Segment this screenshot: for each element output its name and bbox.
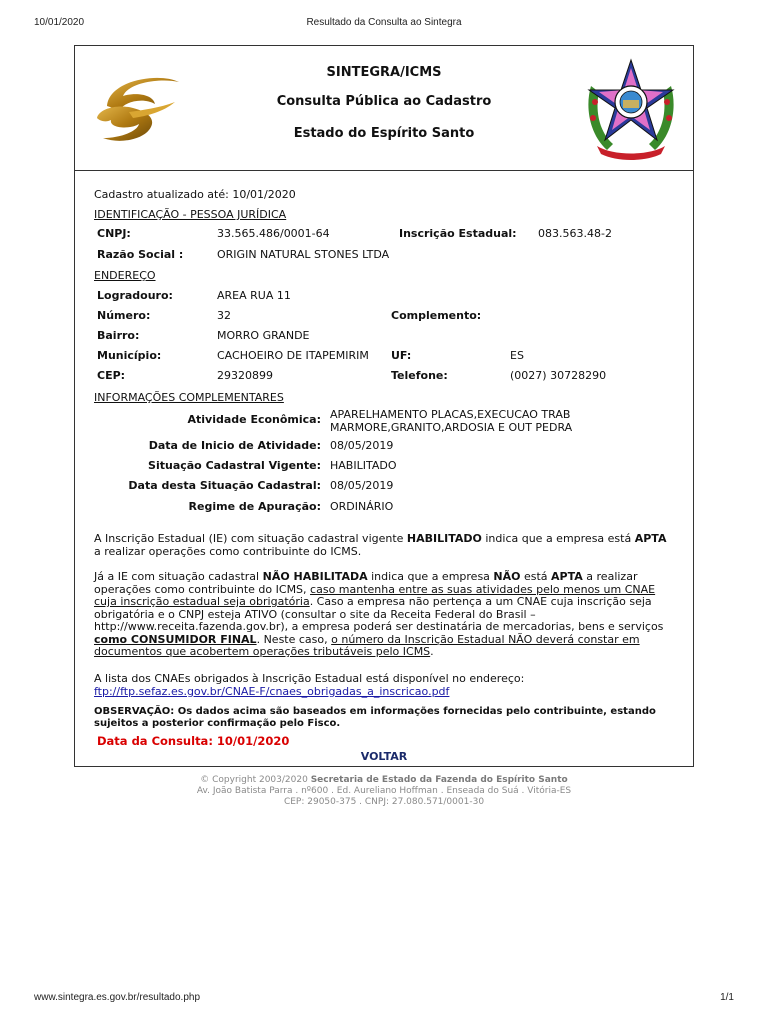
- regime-label: Regime de Apuração:: [188, 500, 321, 513]
- data-situacao-label: Data desta Situação Cadastral:: [128, 479, 321, 492]
- cep-label: CEP:: [97, 369, 126, 382]
- print-date: 10/01/2020: [34, 17, 85, 28]
- inicio-label: Data de Inicio de Atividade:: [148, 439, 321, 452]
- observacao: OBSERVAÇÃO: Os dados acima são baseados em informações fornecidas pelo contribuinte, estando sujeitos a posterior confirmação pelo Fisco.: [94, 706, 656, 729]
- situacao-value: HABILITADO: [330, 459, 397, 472]
- municipio-value: CACHOEIRO DE ITAPEMIRIM: [217, 349, 369, 362]
- logradouro-label: Logradouro:: [97, 289, 173, 302]
- header-divider: [75, 170, 693, 171]
- copyright-line3: CEP: 29050-375 . CNPJ: 27.080.571/0001-30: [283, 797, 485, 807]
- main-frame: [74, 45, 694, 767]
- voltar-button[interactable]: VOLTAR: [360, 750, 408, 763]
- cep-value: 29320899: [217, 369, 273, 382]
- copyright-line2: Av. João Batista Parra . nº600 . Ed. Aureliano Hoffman . Enseada do Suá . Vitória-ES: [196, 786, 572, 796]
- paragraph-nao-habilitada: Já a IE com situação cadastral NÃO HABILITADA indica que a empresa NÃO está APTA a realizar operações como contribuinte do ICMS, caso mantenha entre as suas atividades pelo menos um CNAE cuja inscrição estadual seja obrigatória. Caso a empresa não pertença a um CNAE cuja inscrição seja obrigatória e o CNPJ esteja ATIVO (consultar o site da Receita Federal do Brasil – http://www.receita.fazenda.gov.br), a empresa poderá ser destinatária de mercadorias, bens e serviços como CONSUMIDOR FINAL. Neste caso, o número da Inscrição Estadual NÃO deverá constar em documentos que acobertem operações tributáveis pelo ICMS.: [94, 570, 664, 658]
- copyright-line1: © Copyright 2003/2020 Secretaria de Estado da Fazenda do Espírito Santo: [200, 775, 568, 785]
- telefone-value: (0027) 30728290: [510, 369, 607, 382]
- coat-of-arms-icon: [583, 56, 679, 168]
- paragraph-cnaes: A lista dos CNAEs obrigados à Inscrição Estadual está disponível no endereço: ftp://ftp.sefaz.es.gov.br/CNAE-F/cnaes_obrigadas_a_inscricao.pdf: [94, 672, 525, 698]
- print-url: www.sintegra.es.gov.br/resultado.php: [34, 992, 201, 1003]
- section-endereco: ENDEREÇO: [94, 269, 156, 282]
- uf-label: UF:: [391, 349, 412, 362]
- paragraph-habilitado: A Inscrição Estadual (IE) com situação cadastral vigente HABILITADO indica que a empresa está APTA a realizar operações como contribuinte do ICMS.: [94, 532, 667, 558]
- title-sintegra: SINTEGRA/ICMS: [326, 65, 442, 80]
- cnpj-value: 33.565.486/0001-64: [217, 227, 330, 240]
- inicio-value: 08/05/2019: [330, 439, 394, 452]
- bairro-value: MORRO GRANDE: [217, 329, 310, 342]
- cadastro-atualizado: Cadastro atualizado até: 10/01/2020: [94, 188, 296, 201]
- uf-value: ES: [510, 349, 524, 362]
- ie-value: 083.563.48-2: [538, 227, 612, 240]
- atividade-line2: MARMORE,GRANITO,ARDOSIA E OUT PEDRA: [330, 421, 573, 434]
- data-situacao-value: 08/05/2019: [330, 479, 394, 492]
- cnpj-label: CNPJ:: [97, 227, 131, 240]
- regime-value: ORDINÁRIO: [330, 500, 394, 513]
- razao-label: Razão Social :: [97, 248, 184, 261]
- section-identificacao: IDENTIFICAÇÃO - PESSOA JURÍDICA: [94, 208, 287, 221]
- atividade-label: Atividade Econômica:: [187, 413, 321, 426]
- cnaes-pdf-link[interactable]: ftp://ftp.sefaz.es.gov.br/CNAE-F/cnaes_obrigadas_a_inscricao.pdf: [94, 684, 450, 698]
- numero-label: Número:: [97, 309, 151, 322]
- section-complementares: INFORMAÇÕES COMPLEMENTARES: [94, 391, 284, 404]
- numero-value: 32: [217, 309, 231, 322]
- complemento-label: Complemento:: [391, 309, 482, 322]
- ie-label: Inscrição Estadual:: [399, 227, 517, 240]
- atividade-line1: APARELHAMENTO PLACAS,EXECUCAO TRAB: [330, 408, 571, 421]
- print-page: 1/1: [720, 992, 734, 1003]
- bairro-label: Bairro:: [97, 329, 140, 342]
- situacao-label: Situação Cadastral Vigente:: [148, 459, 321, 472]
- data-consulta: Data da Consulta: 10/01/2020: [97, 734, 290, 748]
- title-consulta: Consulta Pública ao Cadastro: [276, 94, 492, 109]
- razao-value: ORIGIN NATURAL STONES LTDA: [217, 248, 390, 261]
- title-estado: Estado do Espírito Santo: [293, 126, 475, 141]
- print-title: Resultado da Consulta ao Sintegra: [306, 17, 462, 28]
- telefone-label: Telefone:: [391, 369, 448, 382]
- municipio-label: Município:: [97, 349, 162, 362]
- logradouro-value: AREA RUA 11: [217, 289, 291, 302]
